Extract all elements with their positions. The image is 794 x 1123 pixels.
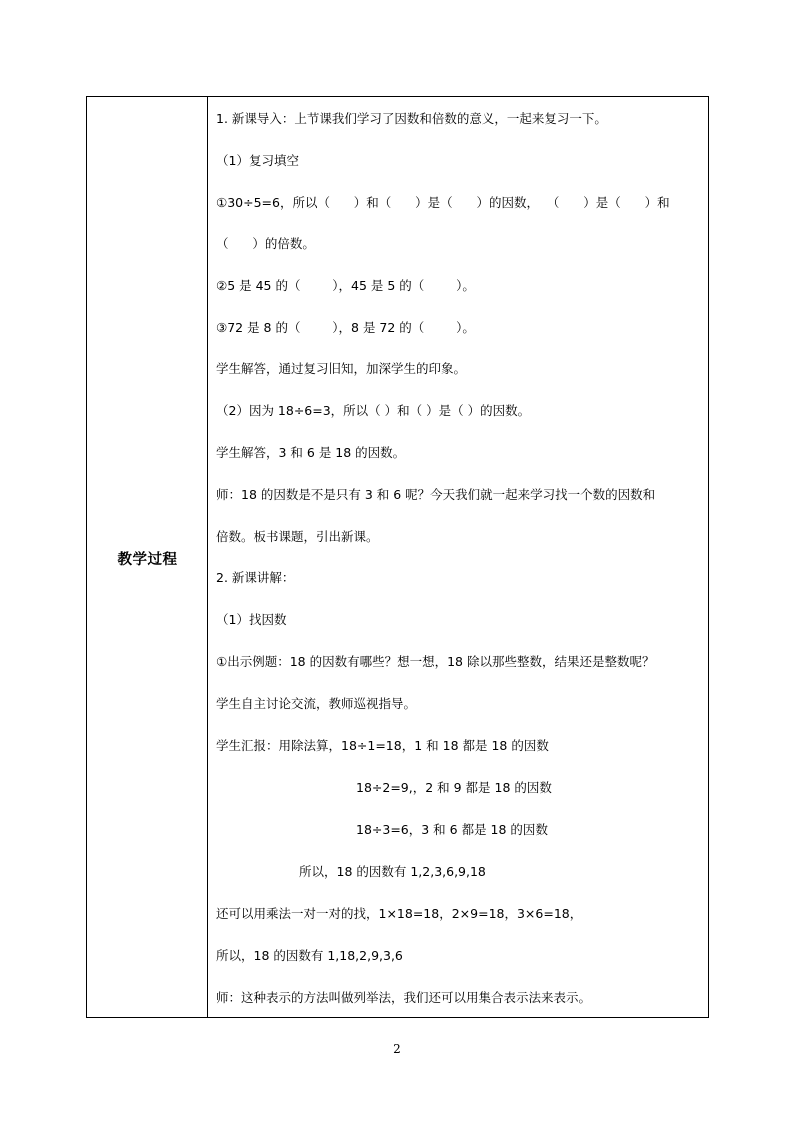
content-line: 18÷3=6，3 和 6 都是 18 的因数 [356, 822, 548, 837]
content-line: 学生自主讨论交流，教师巡视指导。 [216, 696, 417, 711]
content-line: 2. 新课讲解： [216, 570, 295, 585]
content-line: 还可以用乘法一对一对的找，1×18=18，2×9=18，3×6=18， [216, 906, 583, 921]
content-line: 师：18 的因数是不是只有 3 和 6 呢？今天我们就一起来学习找一个数的因数和 [216, 487, 656, 502]
page-number: 2 [393, 1042, 401, 1056]
content-line: 所以，18 的因数有 1,18,2,9,3,6 [216, 948, 403, 963]
lesson-table [86, 96, 709, 1018]
content-line: 学生解答，通过复习旧知，加深学生的印象。 [216, 361, 467, 376]
lesson-content-cell [208, 97, 708, 1017]
content-line: （1）复习填空 [216, 153, 299, 168]
content-line: 所以，18 的因数有 1,2,3,6,9,18 [299, 864, 486, 879]
content-line: 倍数。板书课题，引出新课。 [216, 529, 379, 544]
content-line: （2）因为 18÷6=3，所以（ ）和（ ）是（ ）的因数。 [216, 403, 531, 418]
content-line: ③72 是 8 的（ ），8 是 72 的（ ）。 [216, 320, 475, 335]
content-line: ①出示例题：18 的因数有哪些？想一想，18 除以那些整数，结果还是整数呢？ [216, 654, 655, 669]
content-line: 学生解答，3 和 6 是 18 的因数。 [216, 445, 406, 460]
section-label: 教学过程 [117, 552, 178, 568]
content-line: ①30÷5=6，所以（ ）和（ ）是（ ）的因数， （ ）是（ ）和 [216, 195, 670, 210]
content-line: 18÷2=9,，2 和 9 都是 18 的因数 [356, 780, 552, 795]
content-line: 1. 新课导入：上节课我们学习了因数和倍数的意义，一起来复习一下。 [216, 111, 607, 126]
content-line: ②5 是 45 的（ ），45 是 5 的（ ）。 [216, 278, 475, 293]
content-line: 学生汇报：用除法算，18÷1=18，1 和 18 都是 18 的因数 [216, 738, 549, 753]
content-line: （1）找因数 [216, 612, 287, 627]
content-line: （ ）的倍数。 [216, 236, 315, 251]
content-line: 师：这种表示的方法叫做列举法，我们还可以用集合表示法来表示。 [216, 990, 592, 1005]
section-label-cell [87, 97, 208, 1017]
